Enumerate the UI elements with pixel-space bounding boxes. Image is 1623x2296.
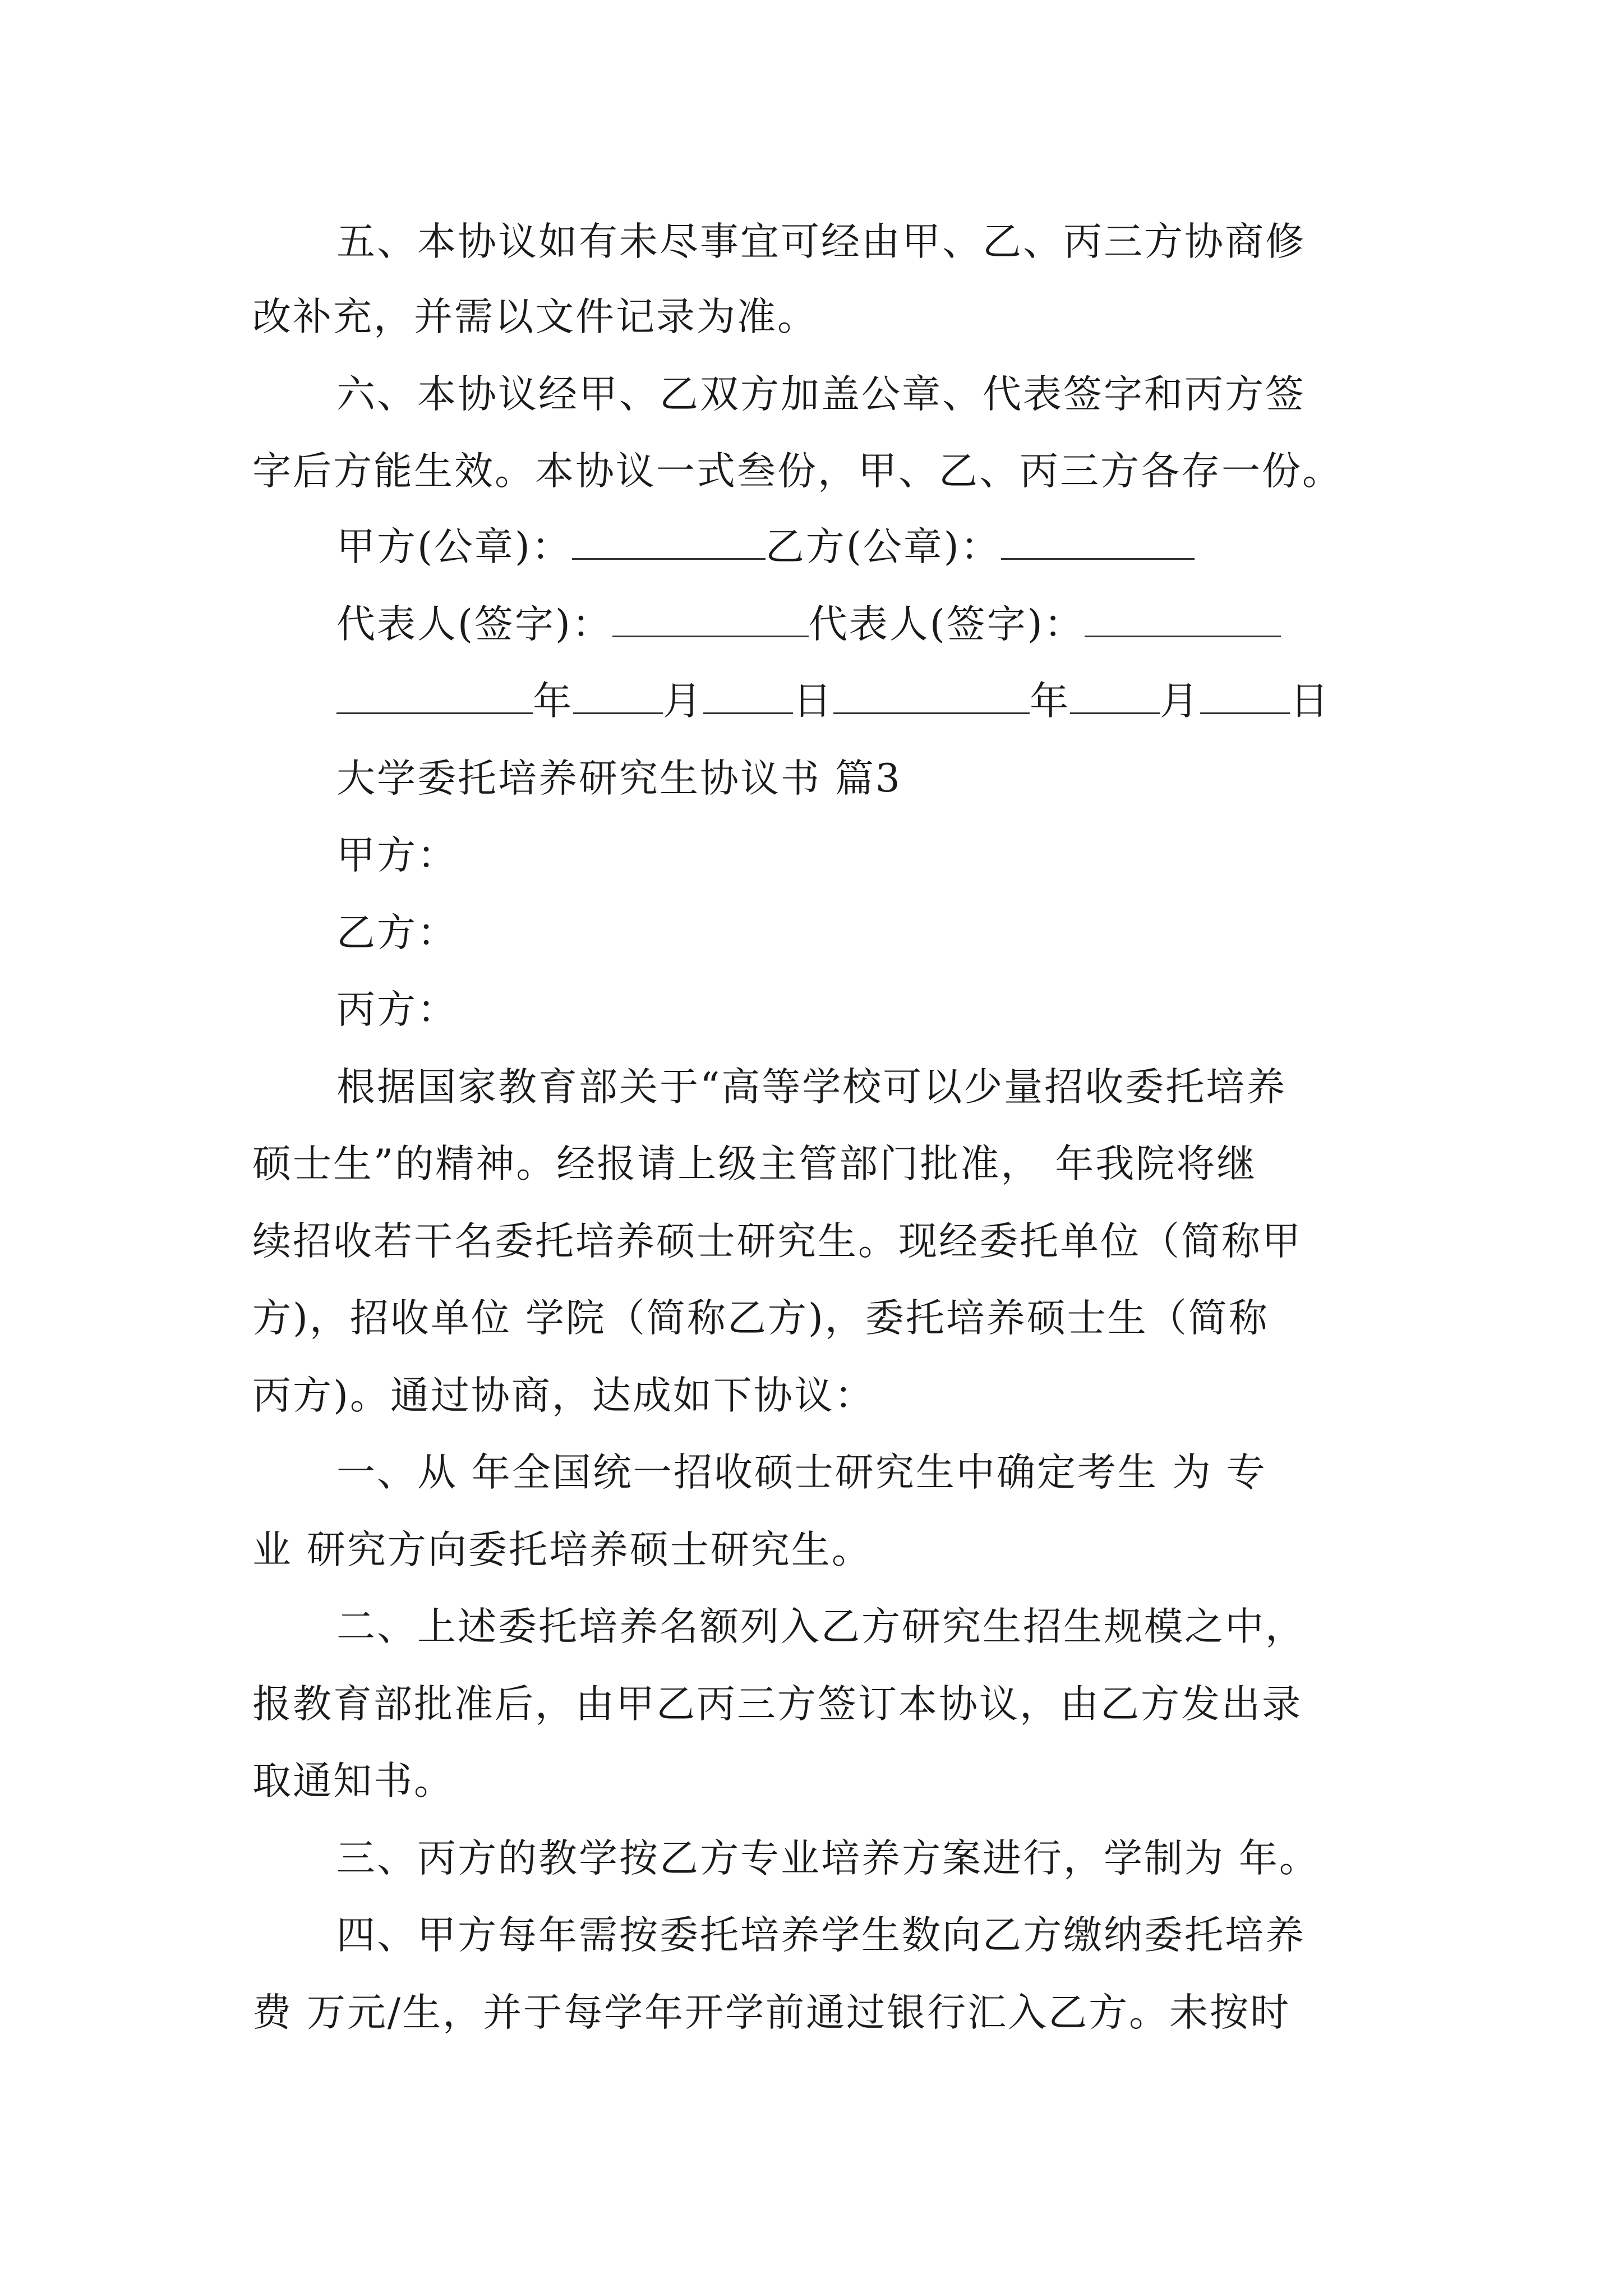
day-b-label: 日 <box>1290 679 1330 724</box>
rep-a-label: 代表人(签字)： <box>336 602 612 647</box>
clause-6-line-2: 字后方能生效。本协议一式叁份，甲、乙、丙三方各存一份。 <box>252 449 1343 494</box>
clause-1-line-2: 业 研究方向委托培养硕士研究生。 <box>252 1527 872 1572</box>
month-b-blank[interactable] <box>1070 678 1160 714</box>
year-a-blank[interactable] <box>336 678 533 714</box>
rep-b-blank[interactable] <box>1085 601 1281 637</box>
preamble-line-3: 续招收若干名委托培养硕士研究生。现经委托单位（简称甲 <box>252 1219 1302 1264</box>
clause-2-line-2: 报教育部批准后，由甲乙丙三方签订本协议，由乙方发出录 <box>252 1682 1302 1727</box>
party-a-line: 甲方： <box>336 833 458 878</box>
preamble-line-2: 硕士生”的精神。经报请上级主管部门批准， 年我院将继 <box>252 1142 1257 1186</box>
party-b-seal-label: 乙方(公章)： <box>765 524 1001 569</box>
day-a-blank[interactable] <box>703 678 793 714</box>
party-c-line: 丙方： <box>336 987 458 1032</box>
preamble-line-4: 方)，招收单位 学院（简称乙方)，委托培养硕士生（简称 <box>252 1296 1269 1341</box>
month-a-label: 月 <box>663 679 703 724</box>
year-b-blank[interactable] <box>833 678 1030 714</box>
clause-6-line-1: 六、本协议经甲、乙双方加盖公章、代表签字和丙方签 <box>336 372 1306 417</box>
year-a-label: 年 <box>533 679 573 724</box>
clause-5-line-2: 改补充，并需以文件记录为准。 <box>252 295 818 339</box>
section-title: 大学委托培养研究生协议书 篇3 <box>336 756 902 801</box>
seal-row <box>336 522 1195 572</box>
date-row <box>336 676 1330 726</box>
rep-b-label: 代表人(签字)： <box>808 602 1085 647</box>
clause-1-line-1: 一、从 年全国统一招收硕士研究生中确定考生 为 专 <box>336 1450 1267 1495</box>
preamble-line-1: 根据国家教育部关于“高等学校可以少量招收委托培养 <box>336 1065 1287 1110</box>
rep-a-blank[interactable] <box>612 601 809 637</box>
clause-4-line-2: 费 万元/生，并于每学年开学前通过银行汇入乙方。未按时 <box>252 1990 1291 2035</box>
clause-5-line-1: 五、本协议如有未尽事宜可经由甲、乙、丙三方协商修 <box>336 219 1306 264</box>
clause-2-line-1: 二、上述委托培养名额列入乙方研究生招生规模之中， <box>336 1604 1306 1649</box>
party-b-seal-blank[interactable] <box>1001 523 1195 560</box>
party-b-line: 乙方： <box>336 910 458 955</box>
party-a-seal-blank[interactable] <box>572 523 766 560</box>
party-a-seal-label: 甲方(公章)： <box>336 524 572 569</box>
day-a-label: 日 <box>793 679 833 724</box>
clause-2-line-3: 取通知书。 <box>252 1759 454 1803</box>
day-b-blank[interactable] <box>1200 678 1290 714</box>
month-b-label: 月 <box>1160 679 1200 724</box>
representative-row <box>336 599 1281 650</box>
year-b-label: 年 <box>1030 679 1070 724</box>
month-a-blank[interactable] <box>573 678 663 714</box>
preamble-line-5: 丙方)。通过协商，达成如下协议： <box>252 1373 875 1418</box>
clause-4-line-1: 四、甲方每年需按委托培养学生数向乙方缴纳委托培养 <box>336 1913 1306 1958</box>
clause-3-line-1: 三、丙方的教学按乙方专业培养方案进行，学制为 年。 <box>336 1836 1320 1881</box>
